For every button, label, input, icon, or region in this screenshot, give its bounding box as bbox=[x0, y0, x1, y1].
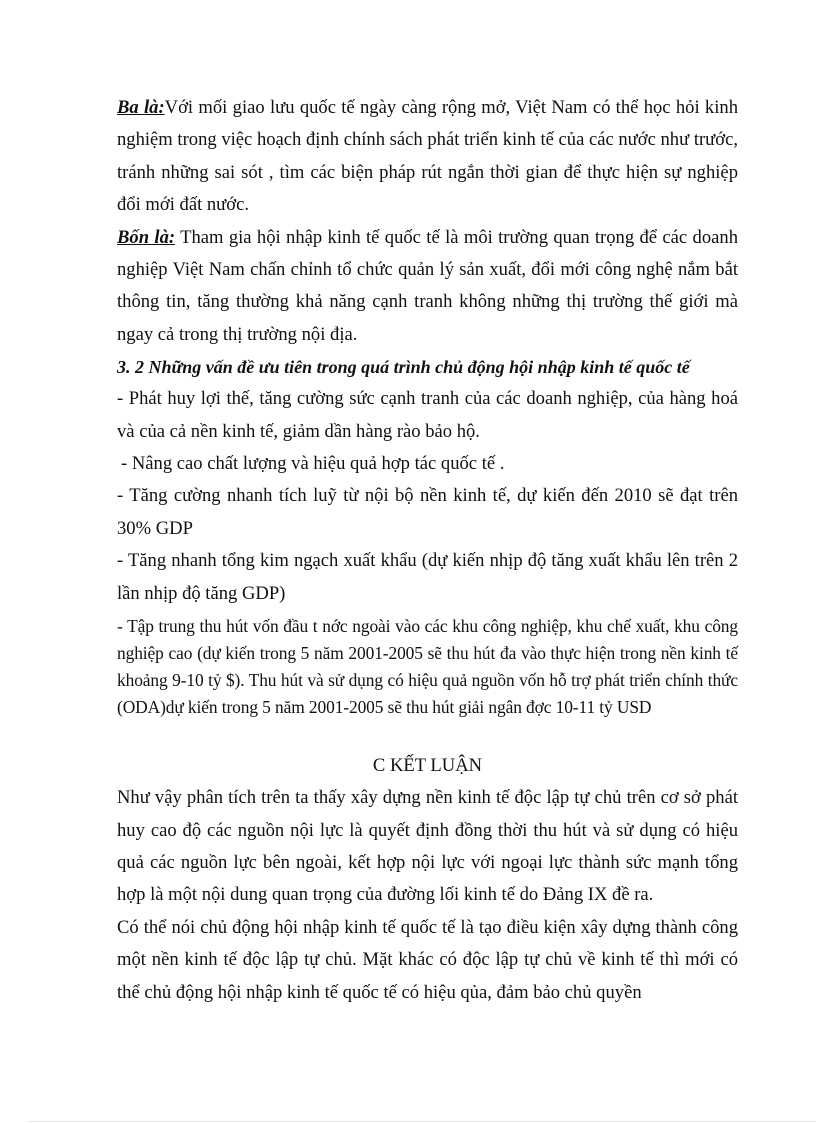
label-bon-la: Bốn là: bbox=[117, 226, 176, 248]
paragraph-bon-la bbox=[117, 222, 738, 352]
conclusion-paragraph-1: Như vậy phân tích trên ta thấy xây dựng nền kinh tế độc lập tự chủ trên cơ sở phát huy cao độ các nguồn nội lực là quyết định đồng thời thu hút và sử dụng có hiệu quả các nguồn lực bên ngoài, kết hợp nội lực với ngoại lực thành sức mạnh tổng hợp là một nội dung quan trọng của đường lối kinh tế do Đảng IX đề ra. bbox=[117, 787, 738, 906]
bullet-item: - Phát huy lợi thế, tăng cường sức cạnh tranh của các doanh nghiệp, của hàng hoá và của cả nền kinh tế, giảm dần hàng rào bảo hộ. bbox=[117, 388, 738, 442]
document-page bbox=[117, 92, 738, 1009]
conclusion-title: C KẾT LUẬN bbox=[372, 755, 483, 777]
conclusion-paragraph-2: Có thể nói chủ động hội nhập kinh tế quốc tế là tạo điều kiện xây dựng thành công một nền kinh tế độc lập tự chủ. Mặt khác có độc lập tự chủ về kinh tế thì mới có thể chủ động hội nhập kinh tế quốc tế có hiệu qủa, đảm bảo chủ quyền bbox=[117, 916, 738, 1003]
text-ba-la: Với mối giao lưu quốc tế ngày càng rộng mở, Việt Nam có thể học hỏi kinh nghiệm trong việc hoạch định chính sách phát triển kinh tế của các nước như trước, tránh những sai sót , tìm các biện pháp rút ngắn thời gian để thực hiện sự nghiệp đổi mới đất nước. bbox=[117, 97, 738, 216]
bullet-item: - Nâng cao chất lượng và hiệu quả hợp tác quốc tế . bbox=[121, 453, 505, 475]
section-heading: 3. 2 Những vấn đề ưu tiên trong quá trình chủ động hội nhập kinh tế quốc tế bbox=[117, 357, 690, 378]
bullet-item: - Tăng nhanh tổng kim ngạch xuất khẩu (dự kiến nhịp độ tăng xuất khẩu lên trên 2 lần nhịp độ tăng GDP) bbox=[117, 550, 738, 604]
bullet-item: - Tập trung thu hút vốn đầu t nớc ngoài vào các khu công nghiệp, khu chế xuất, khu công nghiệp cao (dự kiến trong 5 năm 2001-2005 sẽ thu hút đa vào thực hiện trong nền kinh tế khoảng 9-10 tỷ $). Thu hút và sử dụng có hiệu quả nguồn vốn hỗ trợ phát triển chính thức (ODA)dự kiến trong 5 năm 2001-2005 sẽ thu hút giải ngân đợc 10-11 tỷ USD bbox=[117, 616, 738, 718]
page-bottom-divider bbox=[28, 1121, 816, 1122]
bullet-item: - Tăng cường nhanh tích luỹ từ nội bộ nền kinh tế, dự kiến đến 2010 sẽ đạt trên 30% GDP bbox=[117, 485, 738, 539]
label-ba-la: Ba là: bbox=[117, 97, 165, 118]
text-bon-la: Tham gia hội nhập kinh tế quốc tế là môi trường quan trọng để các doanh nghiệp Việt Nam chấn chỉnh tổ chức quản lý sản xuất, đổi mới công nghệ nắm bắt thông tin, tăng thường khả năng cạnh tranh không những thị trường thế giới mà ngay cả trong thị trường nội địa. bbox=[117, 226, 738, 345]
paragraph-ba-la bbox=[117, 92, 738, 222]
